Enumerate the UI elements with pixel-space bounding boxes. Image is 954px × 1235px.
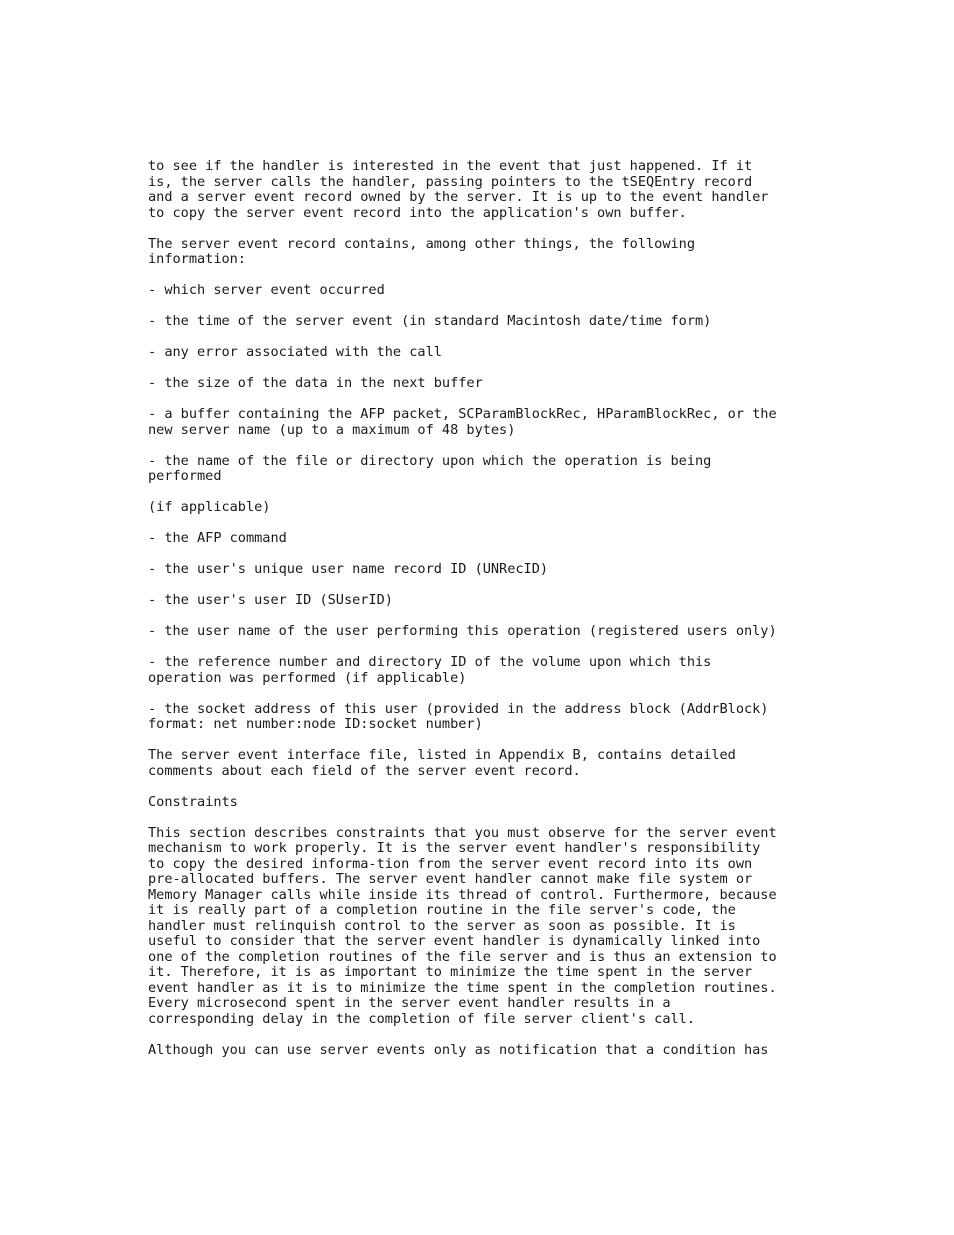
paragraph-interface-file: The server event interface file, listed in Appendix B, contains detailed comments about each field of the server event record. xyxy=(148,747,736,779)
list-item-suserid: - the user's user ID (SUserID) xyxy=(148,592,393,608)
list-item-afp-command: - the AFP command xyxy=(148,530,287,546)
list-item-unrecid: - the user's unique user name record ID (UNRecID) xyxy=(148,561,549,577)
paragraph-handler-intro: to see if the handler is interested in the event that just happened. If it is, the server calls the handler, passing pointers to the tSEQEntry record and a server event record owned by the server. It is up to the event handler to copy the server event record into the application's own buffer. xyxy=(148,158,769,221)
document-page xyxy=(148,159,828,1074)
paragraph-constraints-body: This section describes constraints that you must observe for the server event mechanism to work properly. It is the server event handler's responsibility to copy the desired informa-tion from the server event record into its own pre-allocated buffers. The server event handler cannot make file system or Memory Manager calls while inside its thread of control. Furthermore, because it is really part of a completion routine in the file server's code, the handler must relinquish control to the server as soon as possible. It is useful to consider that the server event handler is dynamically linked into one of the completion routines of the file server and is thus an extension to it. Therefore, it is as important to minimize the time spent in the server event handler as it is to minimize the time spent in the completion routines. Every microsecond spent in the server event handler results in a corresponding delay in the completion of file server client's call. xyxy=(148,824,777,1027)
paragraph-if-applicable: (if applicable) xyxy=(148,499,271,515)
list-item-user-name: - the user name of the user performing this operation (registered users only) xyxy=(148,623,777,639)
paragraph-record-contents: The server event record contains, among other things, the following information: xyxy=(148,235,695,267)
list-item-data-size: - the size of the data in the next buffer xyxy=(148,375,483,391)
list-item-event-time: - the time of the server event (in standard Macintosh date/time form) xyxy=(148,313,712,329)
paragraph-although: Although you can use server events only as notification that a condition has xyxy=(148,1041,769,1058)
list-item-file-name: - the name of the file or directory upon which the operation is being performed xyxy=(148,452,712,484)
list-item-buffer: - a buffer containing the AFP packet, SCParamBlockRec, HParamBlockRec, or the new server name (up to a maximum of 48 bytes) xyxy=(148,406,777,438)
list-item-error: - any error associated with the call xyxy=(148,344,442,360)
list-item-socket-address: - the socket address of this user (provided in the address block (AddrBlock) format: net number:node ID:socket number) xyxy=(148,700,769,732)
list-item-volume-ref: - the reference number and directory ID of the volume upon which this operation was performed (if applicable) xyxy=(148,654,712,686)
list-item-event-occurred: - which server event occurred xyxy=(148,282,385,298)
section-heading-constraints: Constraints xyxy=(148,793,238,810)
